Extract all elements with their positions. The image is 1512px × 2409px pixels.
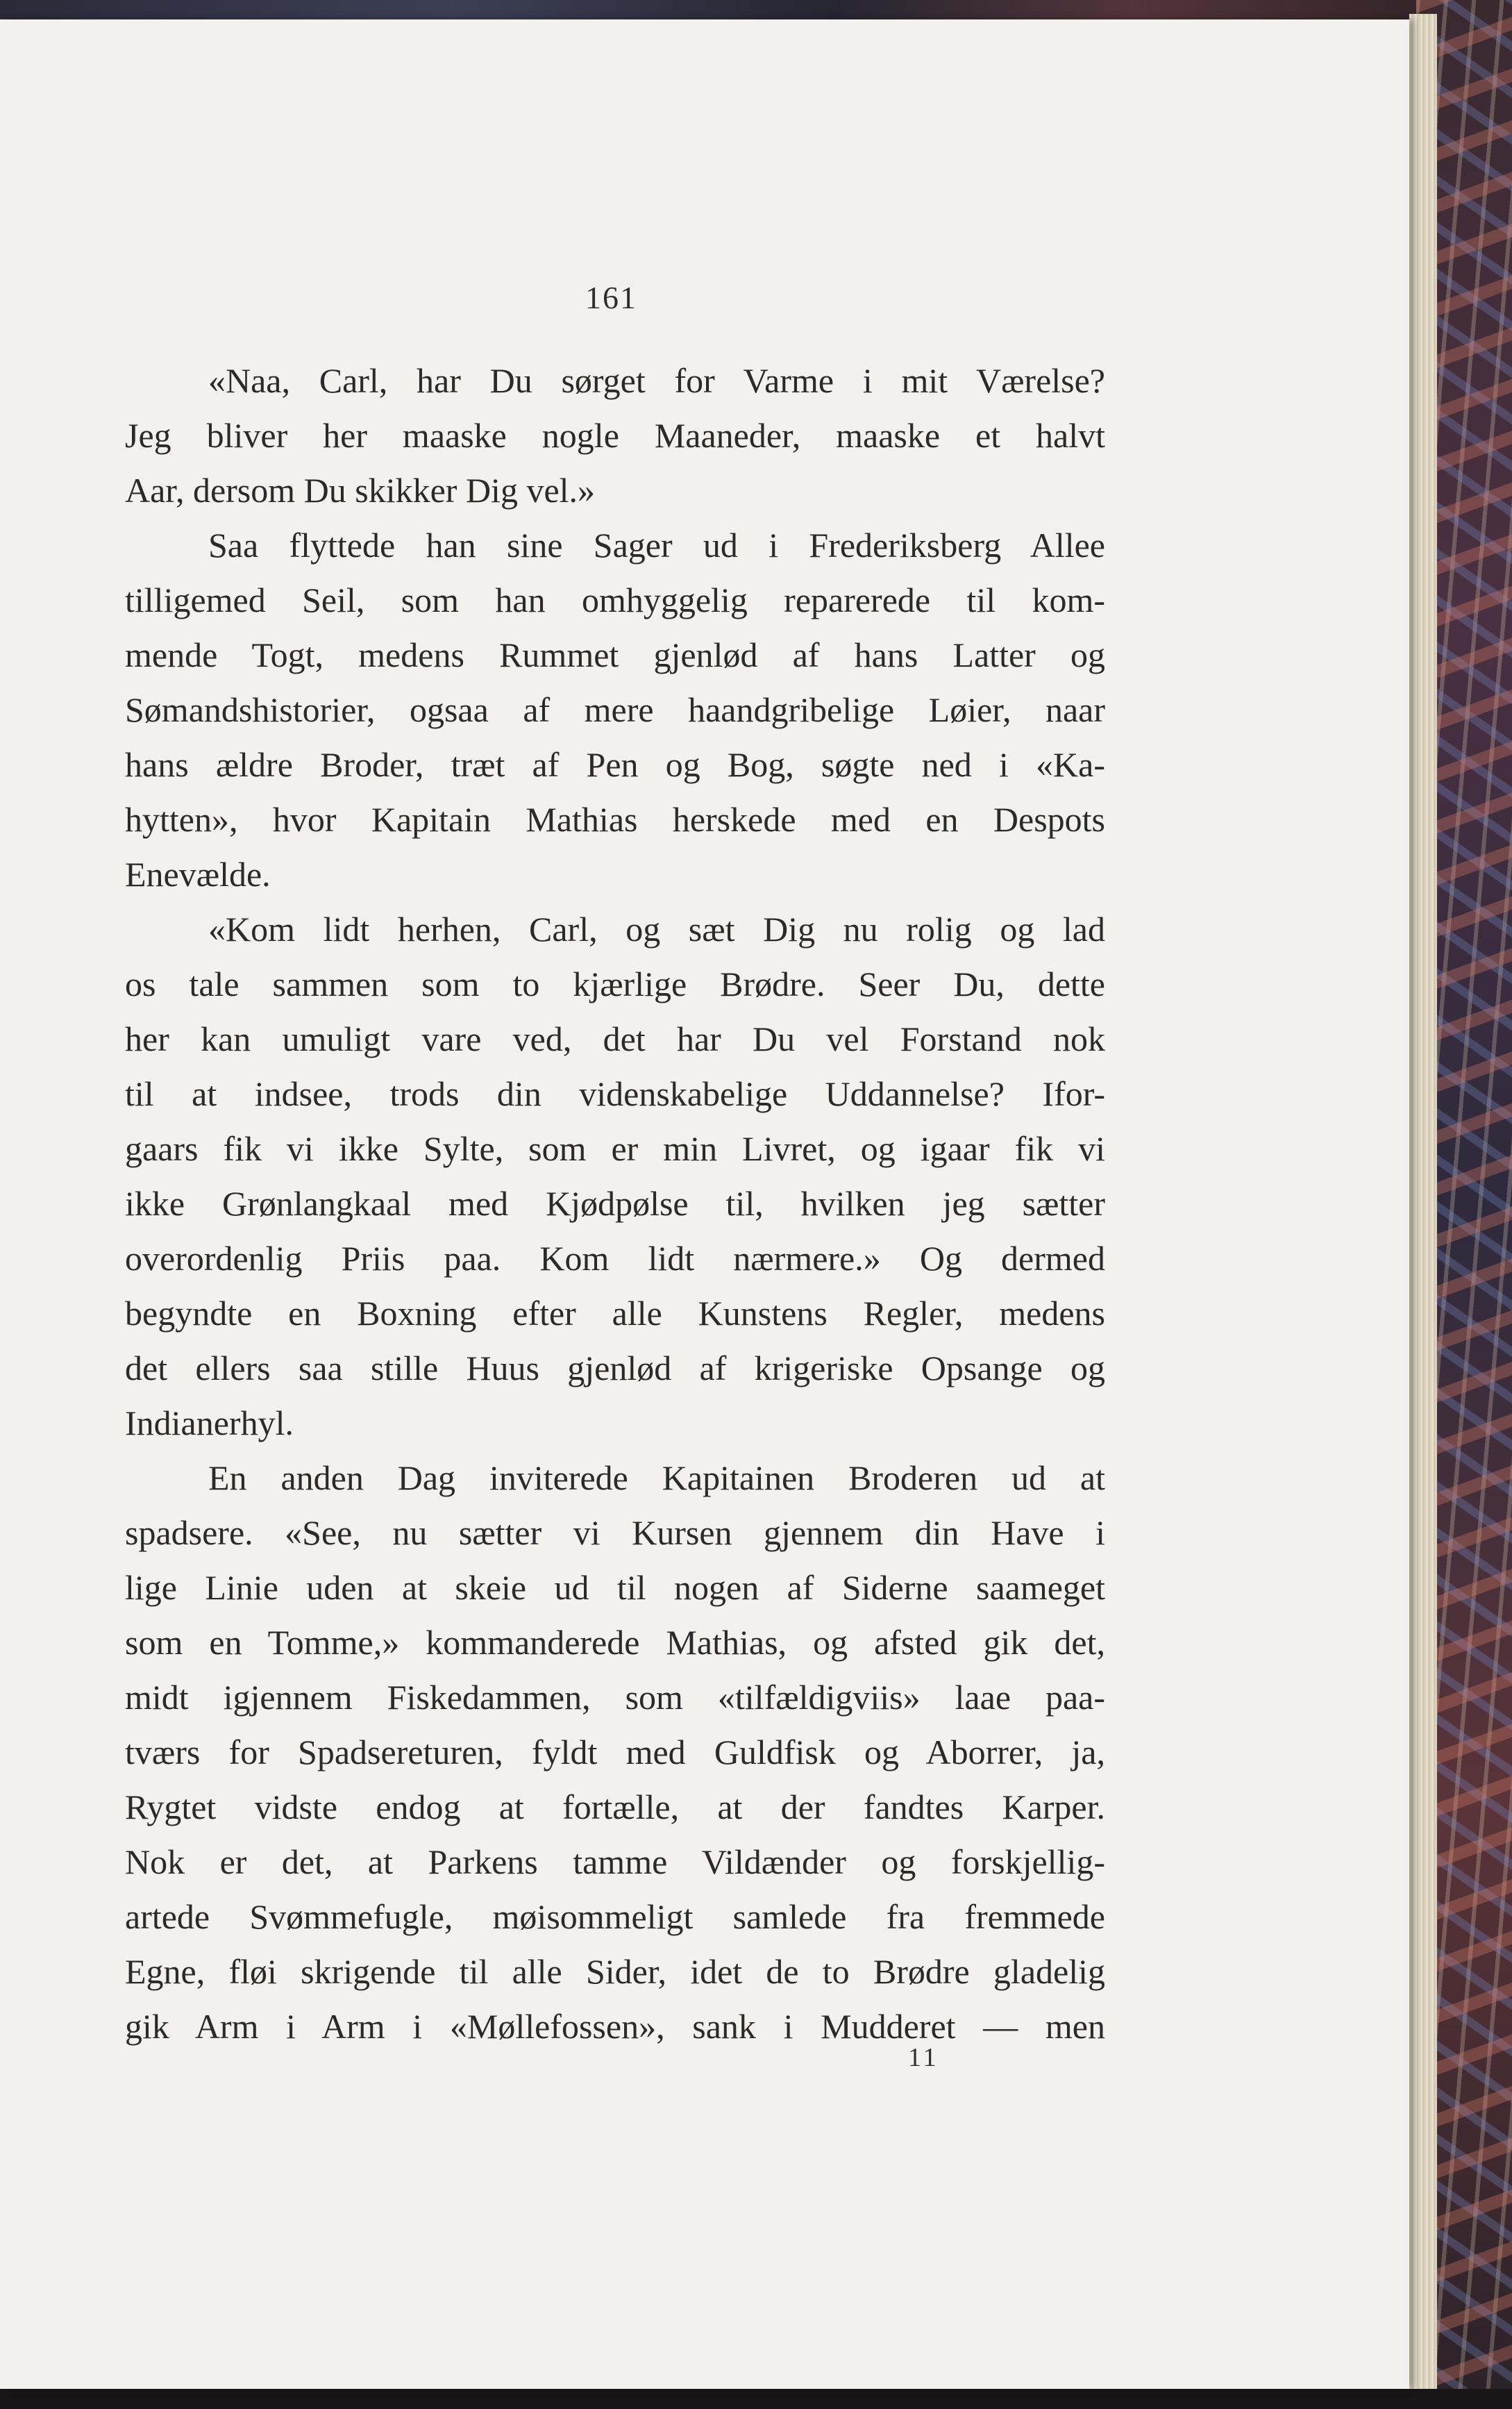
text-line: Rygtet vidste endog at fortælle, at der fandtes Karper. <box>125 1787 1105 1826</box>
text-line: artede Svømmefugle, møisommeligt samlede fra fremmede <box>125 1897 1105 1936</box>
text-line: til at indsee, trods din videnskabelige Uddannelse? Ifor- <box>125 1074 1105 1113</box>
text-line: hytten», hvor Kapitain Mathias herskede med en Despots <box>125 800 1105 839</box>
text-line: tværs for Spadsereturen, fyldt med Guldfisk og Aborrer, ja, <box>125 1733 1105 1772</box>
text-line: Saa flyttede han sine Sager ud i Frederiksberg Allee <box>208 526 1105 565</box>
text-line: som en Tomme,» kommanderede Mathias, og afsted gik det, <box>125 1623 1105 1662</box>
text-line: mende Togt, medens Rummet gjenlød af hans Latter og <box>125 635 1105 674</box>
text-line: begyndte en Boxning efter alle Kunstens Regler, medens <box>125 1294 1105 1333</box>
text-line: Egne, fløi skrigende til alle Sider, idet de to Brødre gladelig <box>125 1952 1105 1991</box>
text-line: hans ældre Broder, træt af Pen og Bog, søgte ned i «Ka- <box>125 745 1105 784</box>
text-line: midt igjennem Fiskedammen, som «tilfældigviis» laae paa- <box>125 1678 1105 1717</box>
signature-mark: 11 <box>908 2043 939 2072</box>
text-line: «Naa, Carl, har Du sørget for Varme i mit Værelse? <box>208 361 1105 400</box>
text-line: os tale sammen som to kjærlige Brødre. Seer Du, dette <box>125 965 1105 1003</box>
text-line: spadsere. «See, nu sætter vi Kursen gjennem din Have i <box>125 1513 1105 1552</box>
text-line: ikke Grønlangkaal med Kjødpølse til, hvilken jeg sætter <box>125 1184 1105 1223</box>
text-line: Enevælde. <box>125 855 271 894</box>
text-line: lige Linie uden at skeie ud til nogen af Siderne saameget <box>125 1568 1105 1607</box>
text-line: Aar, dersom Du skikker Dig vel.» <box>125 471 596 510</box>
text-line: Jeg bliver her maaske nogle Maaneder, maaske et halvt <box>125 416 1105 455</box>
text-line: tilligemed Seil, som han omhyggelig reparerede til kom- <box>125 581 1105 619</box>
page-edges <box>1409 14 1437 2389</box>
text-line: Sømandshistorier, ogsaa af mere haandgribelige Løier, naar <box>125 690 1105 729</box>
text-line: det ellers saa stille Huus gjenlød af krigeriske Opsange og <box>125 1349 1105 1387</box>
text-line: «Kom lidt herhen, Carl, og sæt Dig nu rolig og lad <box>208 910 1105 949</box>
text-line: Indianerhyl. <box>125 1403 294 1442</box>
text-line: En anden Dag inviterede Kapitainen Broderen ud at <box>208 1458 1105 1497</box>
text-line: gik Arm i Arm i «Møllefossen», sank i Mudderet — men <box>125 2007 1105 2046</box>
text-line: Nok er det, at Parkens tamme Vildænder og forskjellig- <box>125 1842 1105 1881</box>
text-line: overordenlig Priis paa. Kom lidt nærmere.» Og dermed <box>125 1239 1105 1278</box>
text-line: gaars fik vi ikke Sylte, som er min Livret, og igaar fik vi <box>125 1129 1105 1168</box>
text-line: her kan umuligt vare ved, det har Du vel Forstand nok <box>125 1019 1105 1058</box>
background-bottom <box>0 2389 1512 2409</box>
page-number: 161 <box>585 280 637 315</box>
